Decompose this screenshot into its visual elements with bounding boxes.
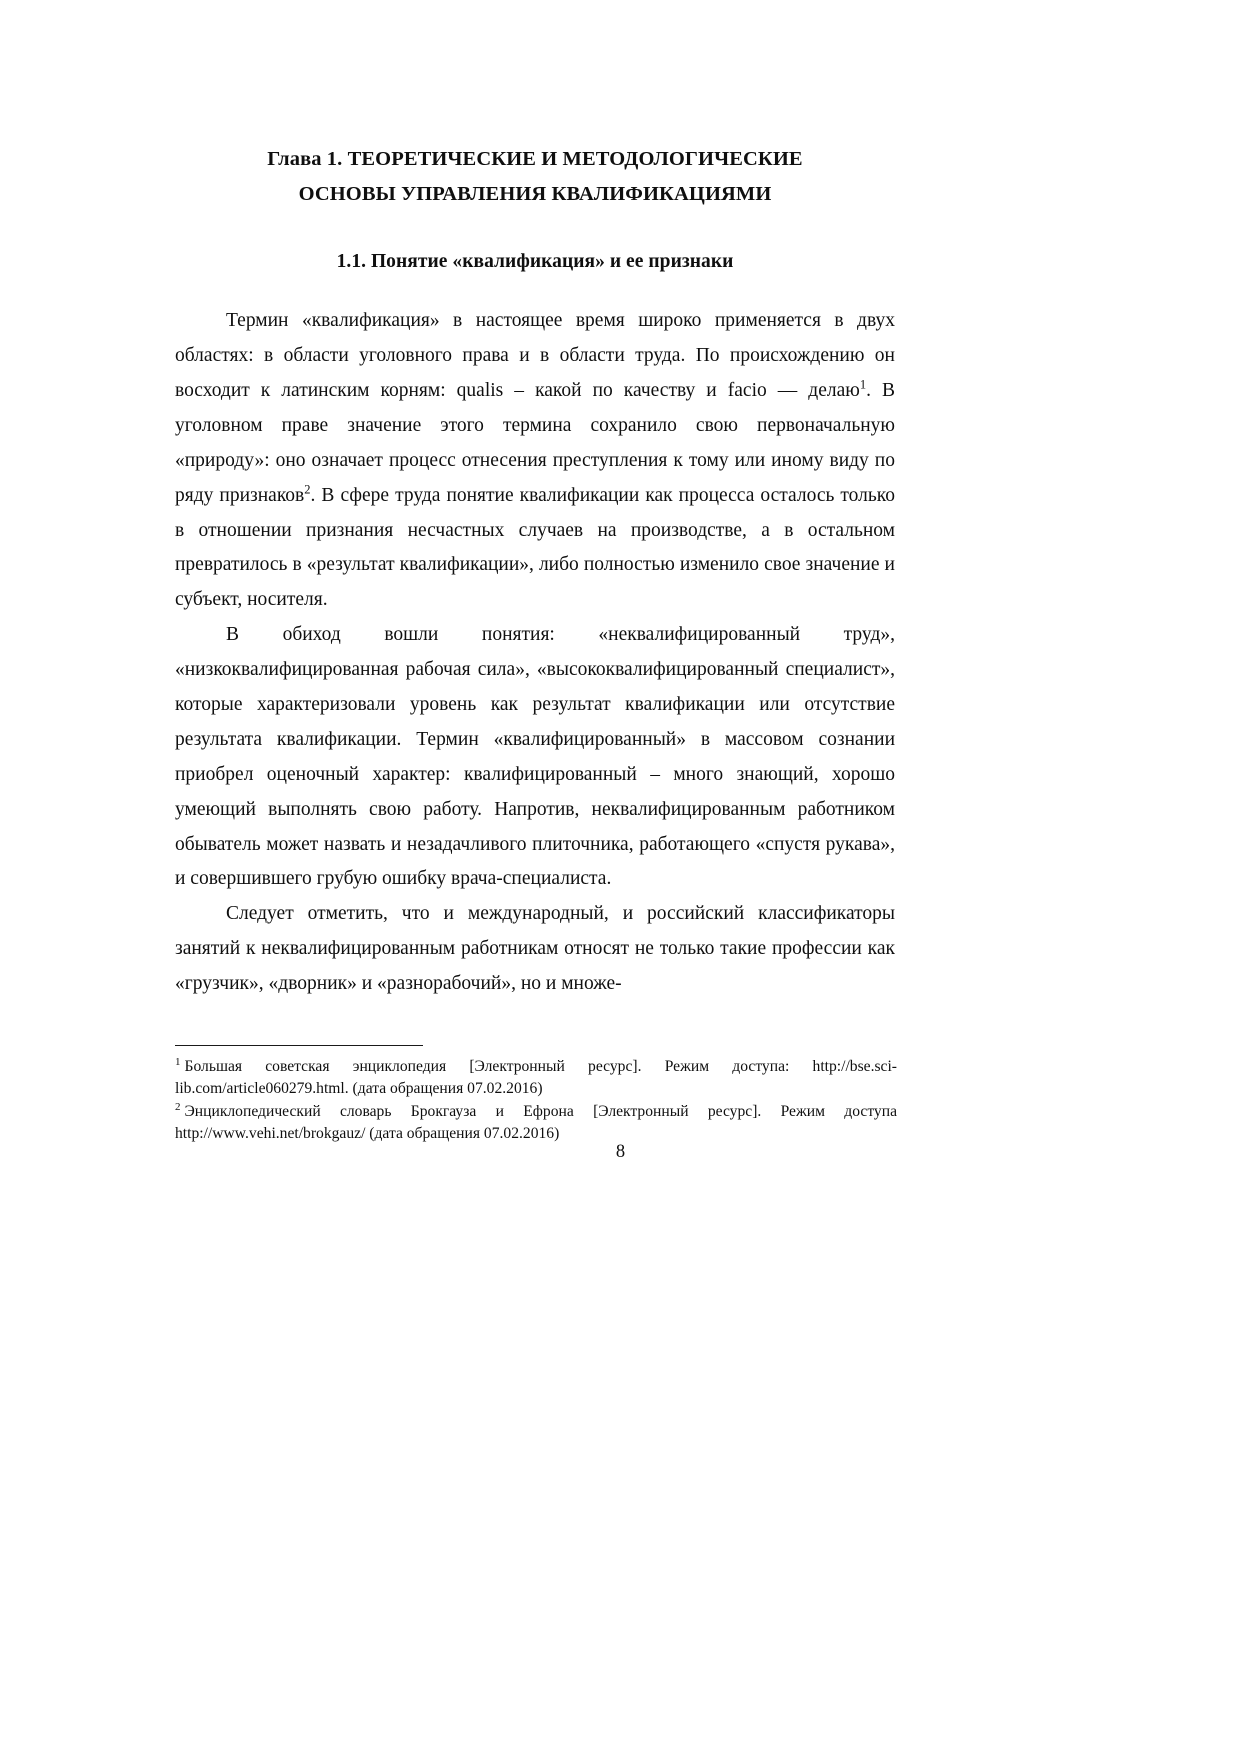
footnotes-block: [175, 1056, 897, 1147]
footnote-2: [175, 1101, 897, 1145]
page-content: [175, 128, 895, 1002]
footnote-marker-2: 2: [304, 482, 311, 497]
paragraph-1-part-b: . В уголовном праве значение этого термина сохранило свою первоначальную «природу»: оно означает процесс отнесения преступления к тому или иному виду по ряду признаков: [175, 380, 895, 506]
chapter-title: [175, 142, 895, 213]
footnote-2-marker: 2: [175, 1101, 181, 1114]
footnote-marker-1: 1: [859, 377, 867, 392]
section-title: 1.1. Понятие «квалификация» и ее признаки: [336, 251, 734, 273]
paragraph-2: В обиход вошли понятия: «неквалифицированный труд», «низкоквалифицированная рабочая сила», «высококвалифицированный специалист», которые характеризовали уровень как результат квалификации или отсутствие результата квалификации. Термин «квалифицированный» в массовом сознании приобрел оценочный характер: квалифицированный – много знающий, хорошо умеющий выполнять свою работу. Напротив, неквалифицированным работником обыватель может назвать и незадачливого плиточника, работающего «спустя рукава», и совершившего грубую ошибку врача-специалиста.: [175, 624, 895, 890]
footnote-separator: [175, 1045, 423, 1046]
paragraph-1: [175, 304, 895, 618]
paragraph-1-part-a: Термин «квалификация» в настоящее время широко применяется в двух областях: в области уголовного права и в области труда. По происхождению он восходит к латинским корням: qualis – какой по качеству и facio — делаю: [175, 310, 895, 402]
paragraph-3: Следует отметить, что и международный, и российский классификаторы занятий к неквалифицированным работникам относят не только такие профессии как «грузчик», «дворник» и «разнорабочий», но и множе-: [175, 903, 895, 995]
footnote-1: [175, 1056, 897, 1100]
page-number: 8: [615, 1142, 626, 1162]
footnote-1-text: Большая советская энциклопедия [Электронный ресурс]. Режим доступа: http://bse.sci-lib.com/article060279.html. (дата обращения 07.02.2016): [175, 1058, 897, 1098]
chapter-title-line-1: Глава 1. ТЕОРЕТИЧЕСКИЕ И МЕТОДОЛОГИЧЕСКИЕ: [267, 147, 803, 170]
chapter-title-line-2: ОСНОВЫ УПРАВЛЕНИЯ КВАЛИФИКАЦИЯМИ: [298, 182, 772, 205]
paragraph-1-part-c: . В сфере труда понятие квалификации как процесса осталось только в отношении признания несчастных случаев на производстве, а в остальном превратилось в «результат квалификации», либо полностью изменило свое значение и субъект, носителя.: [175, 484, 896, 611]
footnote-2-text: Энциклопедический словарь Брокгауза и Ефрона [Электронный ресурс]. Режим доступа http://www.vehi.net/brokgauz/ (дата обращения 07.02.2016): [175, 1103, 897, 1143]
footnote-1-marker: 1: [175, 1055, 181, 1068]
